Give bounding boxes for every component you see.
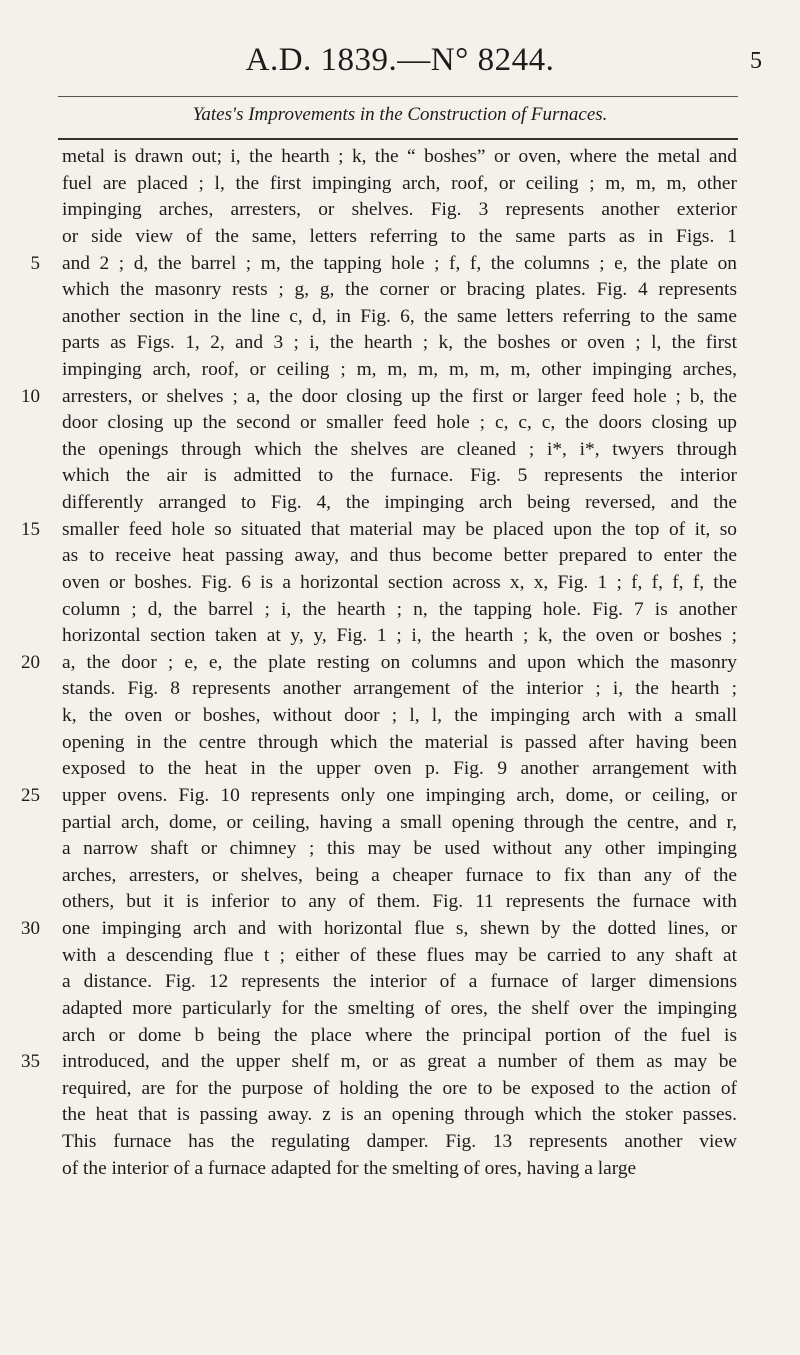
text-line: as to receive heat passing away, and thus become better prepared to enter the <box>62 545 737 567</box>
text-line: required, are for the purpose of holding the ore to be exposed to the action of <box>62 1077 737 1099</box>
text-line: exposed to the heat in the upper oven p. Fig. 9 another arrangement with <box>62 758 737 780</box>
text-line: partial arch, dome, or ceiling, having a small opening through the centre, and r, <box>62 811 737 833</box>
text-line: a distance. Fig. 12 represents the interior of a furnace of larger dimensions <box>62 971 737 993</box>
line-number: 30 <box>21 918 40 939</box>
text-line: arch or dome b being the place where the principal portion of the fuel is <box>62 1024 737 1046</box>
text-line: metal is drawn out; i, the hearth ; k, the “ boshes” or oven, where the metal and <box>62 146 737 167</box>
text-line: column ; d, the barrel ; i, the hearth ; n, the tapping hole. Fig. 7 is another <box>62 598 737 620</box>
text-line: which the masonry rests ; g, g, the corner or bracing plates. Fig. 4 represents <box>62 279 737 301</box>
patent-header-title: A.D. 1839.—N° 8244. <box>245 42 555 78</box>
text-line: others, but it is inferior to any of them. Fig. 11 represents the furnace with <box>62 891 737 913</box>
text-line: which the air is admitted to the furnace. Fig. 5 represents the interior <box>62 465 737 487</box>
text-line: or side view of the same, letters referring to the same parts as in Figs. 1 <box>62 225 737 247</box>
running-title: Yates's Improvements in the Construction of Furnaces. <box>192 104 608 125</box>
line-number: 25 <box>21 784 40 806</box>
text-line: the heat that is passing away. z is an opening through which the stoker passes. <box>62 1104 737 1126</box>
text-line: door closing up the second or smaller feed hole ; c, c, c, the doors closing up <box>62 412 737 434</box>
text-line: This furnace has the regulating damper. Fig. 13 represents another view <box>62 1130 737 1152</box>
text-line: and 2 ; d, the barrel ; m, the tapping hole ; f, f, the columns ; e, the plate on <box>62 252 737 274</box>
line-number: 20 <box>21 651 40 673</box>
text-line: opening in the centre through which the material is passed after having been <box>62 731 737 753</box>
text-line: a, the door ; e, e, the plate resting on columns and upon which the masonry <box>62 651 737 673</box>
text-line: k, the oven or boshes, without door ; l, l, the impinging arch with a small <box>62 705 737 726</box>
text-line: horizontal section taken at y, y, Fig. 1 ; i, the hearth ; k, the oven or boshes ; <box>62 625 737 647</box>
text-line: impinging arches, arresters, or shelves. Fig. 3 represents another exterior <box>62 199 737 221</box>
line-number: 35 <box>21 1051 40 1073</box>
text-line: differently arranged to Fig. 4, the impinging arch being reversed, and the <box>62 492 737 514</box>
text-line: oven or boshes. Fig. 6 is a horizontal section across x, x, Fig. 1 ; f, f, f, f, the <box>62 571 737 593</box>
text-line: smaller feed hole so situated that material may be placed upon the top of it, so <box>62 518 737 540</box>
text-line: another section in the line c, d, in Fig. 6, the same letters referring to the same <box>62 305 737 327</box>
text-line: adapted more particularly for the smelting of ores, the shelf over the impinging <box>62 997 737 1019</box>
text-line: fuel are placed ; l, the first impinging arch, roof, or ceiling ; m, m, m, other <box>62 172 737 194</box>
text-line: of the interior of a furnace adapted for the smelting of ores, having a large <box>62 1157 637 1179</box>
text-line: stands. Fig. 8 represents another arrangement of the interior ; i, the hearth ; <box>62 678 737 700</box>
text-line: parts as Figs. 1, 2, and 3 ; i, the hearth ; k, the boshes or oven ; l, the first <box>62 332 737 354</box>
text-line: the openings through which the shelves are cleaned ; i*, i*, twyers through <box>62 438 737 460</box>
text-line: arches, arresters, or shelves, being a cheaper furnace to fix than any of the <box>62 864 737 886</box>
text-line: with a descending flue t ; either of these flues may be carried to any shaft at <box>62 944 737 966</box>
page-number: 5 <box>750 48 762 74</box>
text-line: upper ovens. Fig. 10 represents only one impinging arch, dome, or ceiling, or <box>62 784 737 806</box>
text-line: a narrow shaft or chimney ; this may be used without any other impinging <box>62 838 737 860</box>
text-line: impinging arch, roof, or ceiling ; m, m, m, m, m, m, other impinging arches, <box>62 359 737 380</box>
line-number: 15 <box>21 518 40 540</box>
text-line: introduced, and the upper shelf m, or as great a number of them as may be <box>62 1051 737 1073</box>
text-line: arresters, or shelves ; a, the door closing up the first or larger feed hole ; b, the <box>62 385 737 407</box>
line-number: 10 <box>21 385 40 407</box>
text-line: one impinging arch and with horizontal flue s, shewn by the dotted lines, or <box>62 918 737 939</box>
line-number: 5 <box>30 252 40 274</box>
